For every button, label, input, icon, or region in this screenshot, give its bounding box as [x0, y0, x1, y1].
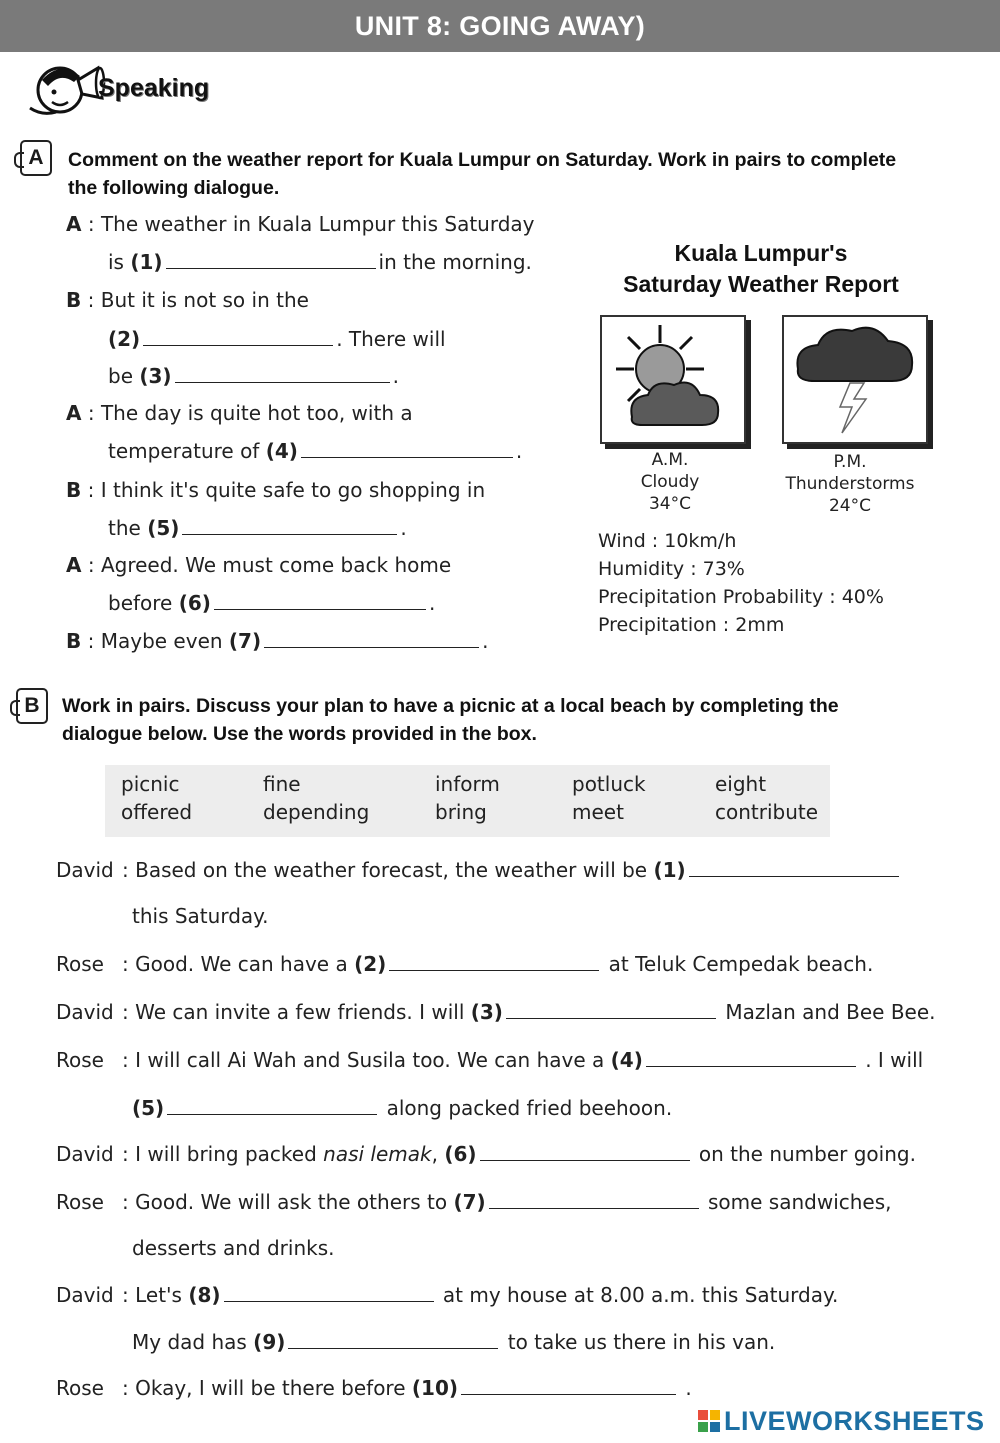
line-text: .: [685, 1376, 692, 1400]
pm-weather-info: [780, 451, 920, 517]
speaker-sep: :: [87, 629, 95, 653]
dialogue-line: [108, 327, 446, 351]
answer-blank[interactable]: [689, 860, 899, 877]
line-text: in the morning.: [378, 250, 532, 274]
blank-number: (2): [108, 327, 141, 351]
pm-period: P.M.: [833, 452, 867, 472]
blank-number: (5): [132, 1096, 165, 1120]
dialogue-line: [56, 1000, 936, 1024]
speaker-label: Rose: [56, 1048, 104, 1072]
speaker-sep: :: [122, 1048, 129, 1072]
dialogue-line: [66, 629, 488, 653]
answer-blank[interactable]: [480, 1144, 690, 1161]
speaker-sep: :: [87, 478, 95, 502]
word-option: fine: [263, 772, 301, 796]
dialogue-line: [132, 904, 268, 928]
am-period: A.M.: [651, 450, 689, 470]
answer-blank[interactable]: [389, 954, 599, 971]
section-title: Speaking: [98, 74, 210, 102]
word-option: potluck: [572, 772, 646, 796]
report-title-line: Kuala Lumpur's: [674, 240, 848, 266]
blank-number: (3): [139, 364, 172, 388]
liveworksheets-logo-icon: [698, 1410, 720, 1434]
word-option: eight: [715, 772, 767, 796]
line-text: . There will: [336, 327, 446, 351]
line-text: Good. We will ask the others to: [135, 1190, 448, 1214]
dialogue-line: [108, 591, 435, 615]
blank-number: (4): [265, 439, 298, 463]
answer-blank[interactable]: [214, 593, 426, 610]
section-a-badge: A: [20, 140, 52, 176]
dialogue-line: [56, 1048, 923, 1072]
line-text: .: [400, 516, 407, 540]
line-text: before: [108, 591, 173, 615]
answer-blank[interactable]: [182, 518, 397, 535]
line-text: Agreed. We must come back home: [100, 553, 452, 577]
speaker-label: Rose: [56, 952, 104, 976]
answer-blank[interactable]: [224, 1285, 434, 1302]
line-text: at Teluk Cempedak beach.: [608, 952, 874, 976]
storm-cloud-icon: [784, 317, 926, 442]
line-text: My dad has: [132, 1330, 247, 1354]
liveworksheets-logo: LIVEWORKSHEETS: [724, 1406, 985, 1436]
speaker-label: David: [56, 858, 114, 882]
am-weather-box: [600, 315, 746, 444]
line-text: Let's: [135, 1283, 182, 1307]
speaker-sep: :: [87, 553, 95, 577]
answer-blank[interactable]: [301, 441, 513, 458]
blank-number: (9): [253, 1330, 286, 1354]
pm-weather-box: [782, 315, 928, 444]
speaker-label: David: [56, 1000, 114, 1024]
instruction-line: dialogue below. Use the words provided in the box.: [62, 723, 537, 745]
instruction-line: Work in pairs. Discuss your plan to have a picnic at a local beach by completing the: [62, 695, 839, 717]
speaker-sep: :: [122, 1376, 129, 1400]
blank-number: (4): [610, 1048, 643, 1072]
am-temp: 34°C: [648, 494, 691, 514]
dialogue-line: [66, 212, 535, 236]
line-text: But it is not so in the: [100, 288, 309, 312]
am-condition: Cloudy: [640, 472, 700, 492]
instruction-line: the following dialogue.: [68, 177, 280, 199]
line-text: desserts and drinks.: [132, 1236, 335, 1260]
blank-number: (2): [354, 952, 387, 976]
word-option: inform: [435, 772, 500, 796]
blank-number: (8): [188, 1283, 221, 1307]
instruction-line: Comment on the weather report for Kuala Lumpur on Saturday. Work in pairs to complete: [68, 149, 897, 171]
blank-number: (10): [411, 1376, 459, 1400]
line-text: The day is quite hot too, with a: [100, 401, 413, 425]
line-text: be: [108, 364, 133, 388]
line-text: along packed fried beehoon.: [386, 1096, 673, 1120]
blank-number: (1): [130, 250, 163, 274]
line-text: .: [482, 629, 489, 653]
dialogue-line: [56, 1190, 892, 1214]
answer-blank[interactable]: [489, 1192, 699, 1209]
blank-number: (6): [444, 1142, 477, 1166]
line-text: .: [428, 591, 436, 615]
answer-blank[interactable]: [461, 1378, 676, 1395]
line-text: .: [392, 364, 399, 388]
speaker-label: Rose: [56, 1190, 104, 1214]
dialogue-line: [56, 952, 873, 976]
line-text: the: [108, 516, 141, 540]
line-text: Maybe even: [100, 629, 223, 653]
italic-text: nasi lemak: [323, 1142, 432, 1166]
dialogue-line: [66, 478, 485, 502]
section-b-instruction: [62, 692, 972, 748]
weather-report-title: [596, 238, 926, 300]
line-text: I think it's quite safe to go shopping in: [100, 478, 486, 502]
line-text: Based on the weather forecast, the weather will be: [135, 858, 648, 882]
speaker-label: A: [66, 401, 82, 425]
dialogue-line: [66, 401, 413, 425]
dialogue-line: [108, 516, 407, 540]
line-text: . I will: [865, 1048, 924, 1072]
blank-number: (6): [178, 591, 211, 615]
dialogue-line: [56, 1142, 916, 1166]
blank-number: (7): [453, 1190, 486, 1214]
speaker-label: A: [66, 212, 82, 236]
speaker-label: B: [66, 629, 82, 653]
line-text: temperature of: [108, 439, 260, 463]
report-title-line: Saturday Weather Report: [623, 271, 899, 297]
line-text: on the number going.: [698, 1142, 916, 1166]
speaker-sep: :: [122, 1000, 129, 1024]
dialogue-line: [108, 364, 399, 388]
speaker-sep: :: [122, 1190, 129, 1214]
blank-number: (1): [653, 858, 686, 882]
wind-stat: Wind : 10km/h: [598, 530, 737, 552]
dialogue-line: [132, 1096, 672, 1120]
speaker-sep: :: [122, 952, 129, 976]
line-text: Okay, I will be there before: [135, 1376, 406, 1400]
dialogue-line: [56, 1376, 692, 1400]
dialogue-line: [108, 250, 532, 274]
answer-blank[interactable]: [288, 1332, 498, 1349]
speaker-sep: :: [122, 1142, 129, 1166]
line-text: ,: [431, 1142, 438, 1166]
weather-stats: [598, 527, 884, 639]
pm-condition: Thunderstorms: [785, 474, 915, 494]
answer-blank[interactable]: [175, 366, 390, 383]
speaker-sep: :: [87, 288, 95, 312]
page-header: UNIT 8: GOING AWAY): [0, 0, 1000, 52]
speaker-label: David: [56, 1283, 114, 1307]
speaker-label: A: [66, 553, 82, 577]
dialogue-line: [66, 553, 451, 577]
speaker-sep: :: [87, 212, 95, 236]
sun-cloud-icon: [602, 317, 744, 442]
am-weather-info: [610, 449, 730, 515]
line-text: this Saturday.: [132, 904, 269, 928]
precipitation-stat: Precipitation : 2mm: [598, 614, 785, 636]
word-option: bring: [435, 800, 487, 824]
blank-number: (7): [228, 629, 262, 653]
word-option: depending: [263, 800, 370, 824]
line-text: at my house at 8.00 a.m. this Saturday.: [442, 1283, 839, 1307]
line-text: is: [108, 250, 124, 274]
blank-number: (5): [147, 516, 180, 540]
line-text: .: [515, 439, 523, 463]
line-text: Good. We can have a: [135, 952, 348, 976]
speaker-label: Rose: [56, 1376, 104, 1400]
dialogue-line: [108, 439, 522, 463]
speaker-label: B: [66, 478, 82, 502]
line-text: some sandwiches,: [708, 1190, 892, 1214]
speaker-sep: :: [122, 858, 129, 882]
word-option: contribute: [715, 800, 819, 824]
speaker-sep: :: [122, 1283, 129, 1307]
word-option: offered: [121, 800, 193, 824]
speaker-sep: :: [87, 401, 95, 425]
line-text: to take us there in his van.: [507, 1330, 776, 1354]
answer-blank[interactable]: [167, 1098, 377, 1115]
dialogue-line: [66, 288, 309, 312]
word-option: picnic: [121, 772, 180, 796]
line-text: I will call Ai Wah and Susila too. We can have a: [135, 1048, 605, 1072]
line-text: Mazlan and Bee Bee.: [725, 1000, 936, 1024]
answer-blank[interactable]: [143, 329, 333, 346]
precip-probability-stat: Precipitation Probability : 40%: [598, 586, 884, 608]
dialogue-line: [132, 1236, 334, 1260]
blank-number: (3): [470, 1000, 503, 1024]
line-text: The weather in Kuala Lumpur this Saturday: [100, 212, 535, 236]
pm-temp: 24°C: [828, 496, 871, 516]
speaker-label: B: [66, 288, 82, 312]
word-option: meet: [572, 800, 624, 824]
answer-blank[interactable]: [166, 252, 376, 269]
section-b-badge: B: [16, 688, 48, 724]
humidity-stat: Humidity : 73%: [598, 558, 745, 580]
line-text: We can invite a few friends. I will: [135, 1000, 465, 1024]
answer-blank[interactable]: [646, 1050, 856, 1067]
speaker-label: David: [56, 1142, 114, 1166]
dialogue-line: [56, 1283, 838, 1307]
answer-blank[interactable]: [506, 1002, 716, 1019]
section-a-instruction: [68, 146, 968, 202]
answer-blank[interactable]: [264, 631, 479, 648]
dialogue-line: [56, 858, 902, 882]
line-text: I will bring packed: [135, 1142, 317, 1166]
dialogue-line: [132, 1330, 775, 1354]
